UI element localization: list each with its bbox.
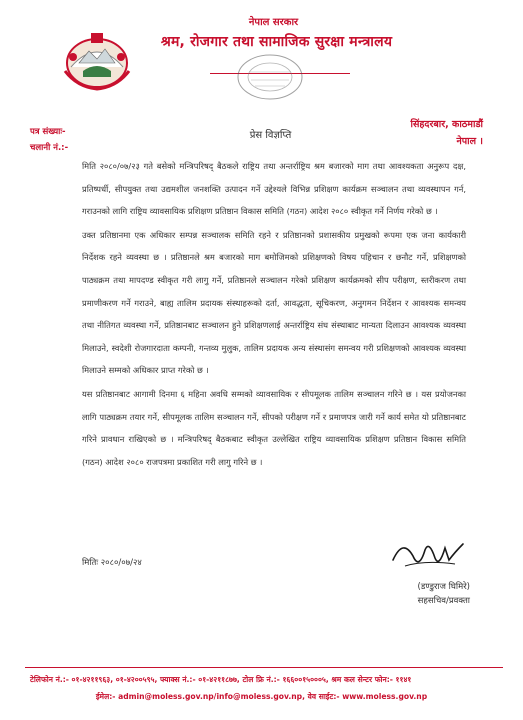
footer-contact-web: ईमेल:- admin@moless.gov.np/info@moless.gov.np, वेव साईट:- www.moless.gov.np <box>95 692 428 701</box>
ministry-name: श्रम, रोजगार तथा सामाजिक सुरक्षा मन्त्रालय <box>160 34 393 50</box>
address-line-1: सिंहदरबार, काठमाडौं <box>410 119 483 130</box>
handwritten-signature-icon <box>385 530 470 580</box>
body-paragraph-3: यस प्रतिष्ठानबाट आगामी दिनमा ६ महिना अवधि सम्मको व्यावसायिक र सीपमूलक तालिम सञ्चालन गरिने छ । यस प्रयोजनका लागि पाठ्यक्रम तयार गर्ने, सीपमूलक तालिम सञ्चालन गर्ने, सीपको परीक्षण गर्ने र प्रमाणपत्र जारी गर्ने कार्य समेत यो प्रतिष्ठानबाट गरिने प्रावधान राखिएको छ । मन्त्रिपरिषद् बैठकबाट स्वीकृत उल्लेखित राष्ट्रिय व्यावसायिक प्रशिक्षण प्रतिष्ठान विकास समिति (गठन) आदेश २०८० राजपत्रमा प्रकाशित गरी लागु गरिने छ । <box>82 388 466 467</box>
signatory-name: (डण्डुराज घिमिरे) <box>417 582 470 592</box>
signatory-title: सहसचिव/प्रवक्ता <box>417 596 470 606</box>
address-line-2: नेपाल । <box>456 136 483 147</box>
footer-contact-phones: टेलिफोन नं.:- ०१-४२११९६३, ०१-४२००५९५, फ्याक्स नं.:- ०१-४२११८७७, टोल फ्रि नं.:- १६६००१५०००५, श्रम कल सेन्टर फोन:- ११४१ <box>30 675 412 684</box>
dispatch-number-label: चलानी नं.:- <box>30 143 69 153</box>
press-release-title: प्रेस विज्ञप्ति <box>249 130 292 141</box>
signatory-block <box>380 580 470 608</box>
government-name: नेपाल सरकार <box>248 17 299 28</box>
office-stamp-icon <box>235 52 305 102</box>
body-paragraph-1: मिति २०८०/०७/२३ गते बसेको मन्त्रिपरिषद् बैठकले राष्ट्रिय तथा अन्तर्राष्ट्रिय श्रम बजारको माग तथा आवश्यकता अनुरूप दक्ष, प्रतिष्पर्धी, सीपयुक्त तथा उद्यमशील जनशक्ति उत्पादन गर्ने उद्देश्यले विभिन्न प्रशिक्षण कार्यक्रम सञ्चालन तथा व्यवस्थापन गर्न, गराउनको लागि राष्ट्रिय व्यावसायिक प्रशिक्षण प्रतिष्ठान विकास समिति (गठन) आदेश २०८० स्वीकृत गर्ने निर्णय गरेको छ । <box>82 161 466 217</box>
press-release-body <box>82 155 466 474</box>
body-paragraph-2: उक्त प्रतिष्ठानमा एक अधिकार सम्पन्न सञ्चालक समिति रहने र प्रतिष्ठानको प्रशासकीय प्रमुखको रूपमा एक जना कार्यकारी निर्देशक रहने व्यवस्था छ । प्रतिष्ठानले श्रम बजारको माग बमोजिमको प्रशिक्षणको विषय पहिचान र छनौट गर्ने, प्रशिक्षणको पाठ्यक्रम तथा मापदण्ड स्वीकृत गरी लागु गर्ने, प्रतिष्ठानले सञ्चालन गरेको प्रशिक्षण कार्यक्रमको सीप परीक्षण, स्तरीकरण तथा प्रमाणीकरण गर्ने गराउने, बाह्य तालिम प्रदायक संस्थाहरूको दर्ता, आवद्धता, सूचिकरण, अनुगमन निर्देशन र आवश्यक समन्वय तथा नीतिगत व्यवस्था गर्ने, प्रतिष्ठानबाट सञ्चालन हुने प्रशिक्षणलाई अन्तर्राष्ट्रिय संघ संस्थाबाट मान्यता दिलाउन आवश्यक व्यवस्था मिलाउने, स्वदेशी रोजगारदाता कम्पनी, गन्तव्य मुलुक, तालिम प्रदायक अन्य संस्थासंग समन्वय गरी प्रशिक्षणको आवश्यक व्यवस्था मिलाउने सम्मको अधिकार प्राप्त गरेको छ । <box>82 229 466 376</box>
issue-date: मितिः २०८०/०७/२४ <box>82 558 142 568</box>
letter-number-label: पत्र संख्याः- <box>30 127 66 137</box>
footer-rule <box>25 667 503 668</box>
